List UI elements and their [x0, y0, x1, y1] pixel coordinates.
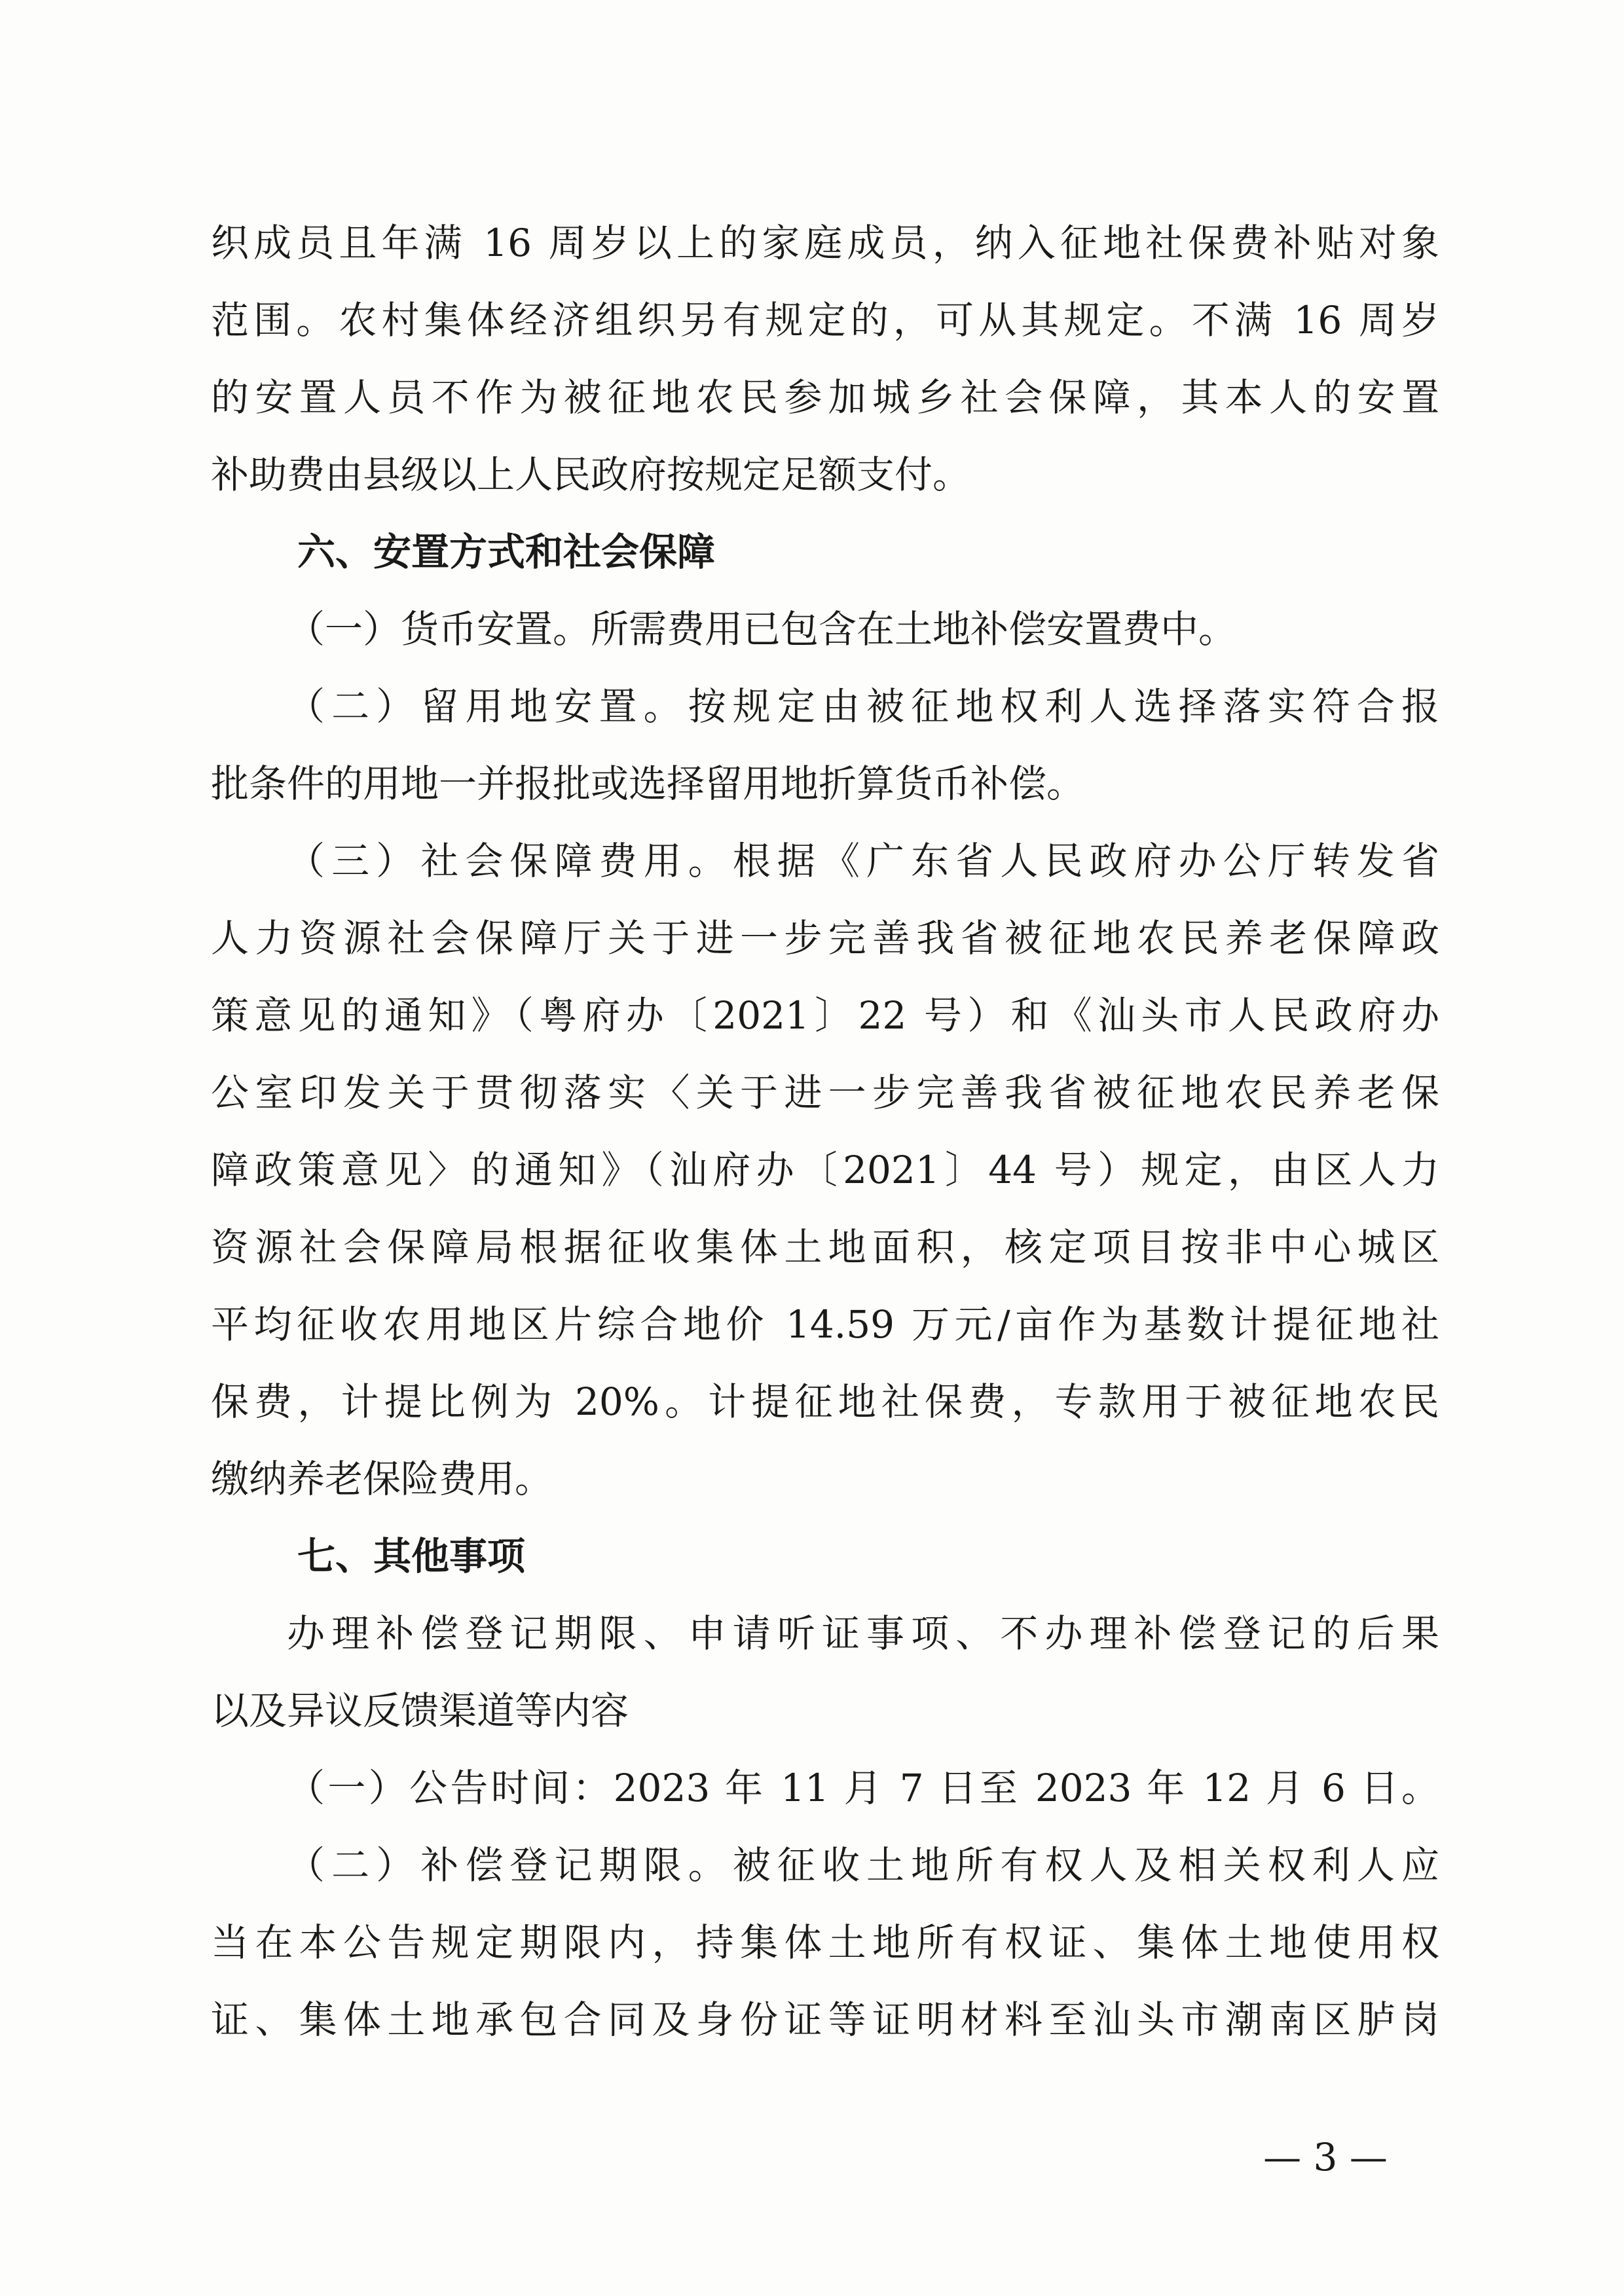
document-body	[211, 204, 1439, 2058]
paragraph-line: 办理补偿登记期限、申请听证事项、不办理补偿登记的后果	[287, 1611, 1439, 1656]
paragraph-line: 策意见的通知》（粤府办〔2021〕22 号）和《汕头市人民政府办	[211, 993, 1439, 1038]
paragraph-line: 批条件的用地一并报批或选择留用地折算货币补偿。	[211, 761, 1085, 806]
paragraph-line: （一）公告时间：2023 年 11 月 7 日至 2023 年 12 月 6 日。	[287, 1766, 1439, 1810]
paragraph-line: （三）社会保障费用。根据《广东省人民政府办公厅转发省	[287, 839, 1439, 883]
paragraph-line: 资源社会保障局根据征收集体土地面积，核定项目按非中心城区	[211, 1225, 1439, 1269]
section-heading-6: 六、安置方式和社会保障	[297, 530, 716, 574]
section-heading-7: 七、其他事项	[297, 1534, 526, 1578]
paragraph-line: （一）货币安置。所需费用已包含在土地补偿安置费中。	[287, 607, 1237, 651]
paragraph-line: 保费，计提比例为 20%。计提征地社保费，专款用于被征地农民	[211, 1379, 1439, 1424]
paragraph-line: 公室印发关于贯彻落实〈关于进一步完善我省被征地农民养老保	[211, 1070, 1439, 1115]
paragraph-line: 人力资源社会保障厅关于进一步完善我省被征地农民养老保障政	[211, 916, 1439, 960]
paragraph-line: 的安置人员不作为被征地农民参加城乡社会保障，其本人的安置	[211, 375, 1439, 420]
paragraph-line: 补助费由县级以上人民政府按规定足额支付。	[211, 452, 971, 497]
paragraph-line: 证、集体土地承包合同及身份证等证明材料至汕头市潮南区胪岗	[211, 1997, 1439, 2042]
paragraph-line: （二）补偿登记期限。被征收土地所有权人及相关权利人应	[287, 1843, 1439, 1887]
paragraph-line: 以及异议反馈渠道等内容	[211, 1688, 629, 1733]
paragraph-line: 织成员且年满 16 周岁以上的家庭成员，纳入征地社保费补贴对象	[211, 221, 1439, 265]
page-number: — 3 —	[1263, 2135, 1388, 2179]
paragraph-line: 当在本公告规定期限内，持集体土地所有权证、集体土地使用权	[211, 1920, 1439, 1965]
paragraph-line: 范围。农村集体经济组织另有规定的，可从其规定。不满 16 周岁	[211, 298, 1439, 342]
paragraph-line: 平均征收农用地区片综合地价 14.59 万元/亩作为基数计提征地社	[211, 1302, 1439, 1347]
paragraph-line: 障政策意见〉的通知》（汕府办〔2021〕44 号）规定，由区人力	[211, 1148, 1439, 1192]
paragraph-line: 缴纳养老保险费用。	[211, 1457, 553, 1501]
paragraph-line: （二）留用地安置。按规定由被征地权利人选择落实符合报	[287, 684, 1439, 729]
